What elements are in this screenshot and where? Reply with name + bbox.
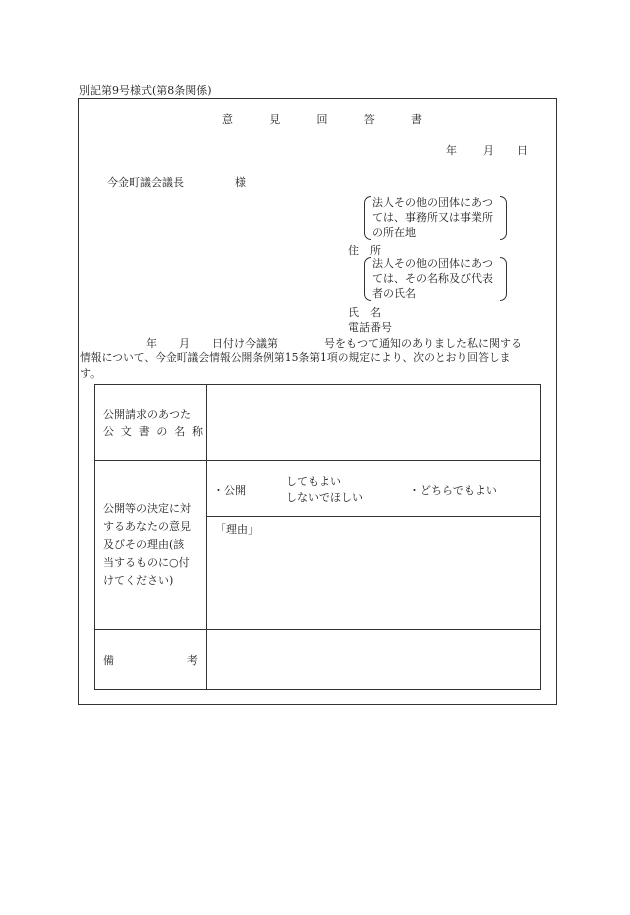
name-note-bracket-left bbox=[364, 257, 371, 301]
para-month: 月 bbox=[179, 337, 190, 350]
phone-label: 電話番号 bbox=[348, 321, 392, 334]
date-month: 月 bbox=[483, 144, 494, 157]
remarks-field[interactable] bbox=[207, 630, 541, 690]
opinion-label-line: するあなたの意見 bbox=[103, 520, 191, 533]
name-note bbox=[372, 256, 493, 301]
date-day: 日 bbox=[517, 144, 528, 157]
title-char: 書 bbox=[411, 113, 422, 126]
row-remarks-label bbox=[95, 630, 207, 690]
document-label-line2 bbox=[103, 423, 203, 440]
form-number-label: 別記第9号様式(第8条関係) bbox=[79, 84, 212, 97]
opinion-cell bbox=[207, 461, 541, 630]
remarks-label-left: 備 bbox=[103, 653, 114, 667]
option-either[interactable]: ・どちらでもよい bbox=[409, 484, 497, 497]
document-label-line1: 公開請求のあつた bbox=[103, 407, 191, 421]
title-char: 回 bbox=[316, 113, 328, 126]
name-label: 氏 名 bbox=[348, 306, 381, 319]
answer-table bbox=[94, 384, 541, 690]
opinion-label-line: 公開等の決定に対 bbox=[103, 502, 191, 515]
opinion-label-line: 及びその理由(該 bbox=[103, 538, 185, 551]
para-year: 年 bbox=[146, 337, 157, 350]
name-note-line: 法人その他の団体にあつ bbox=[372, 257, 493, 270]
reason-area[interactable] bbox=[207, 517, 540, 629]
name-note-line: 者の氏名 bbox=[372, 287, 416, 300]
label-char: 名 bbox=[174, 424, 186, 438]
address-note-bracket-left bbox=[364, 196, 371, 240]
row-document-label bbox=[95, 385, 207, 461]
address-label: 住 所 bbox=[348, 244, 381, 257]
option-public[interactable]: ・公開 bbox=[213, 484, 246, 497]
para-line3: す。 bbox=[80, 367, 102, 380]
para-number-text: 号をもつて通知のありました私に関する bbox=[324, 337, 522, 350]
date-year: 年 bbox=[446, 144, 457, 157]
title-char: 意 bbox=[222, 113, 233, 126]
document-title bbox=[222, 111, 422, 127]
address-note-bracket-right bbox=[500, 196, 507, 240]
label-char: 称 bbox=[191, 424, 203, 438]
label-char: 公 bbox=[103, 424, 114, 438]
para-line2: 情報について、今金町議会情報公開条例第15条第1項の規定により、次のとおり回答しま bbox=[80, 351, 511, 364]
document-name-field[interactable] bbox=[207, 385, 541, 461]
address-note bbox=[372, 195, 493, 240]
name-note-bracket-right bbox=[500, 257, 507, 301]
name-note-line: ては、その名称及び代表 bbox=[372, 272, 493, 285]
remarks-label-right: 考 bbox=[187, 653, 198, 667]
title-char: 答 bbox=[363, 113, 375, 126]
option-not[interactable]: しないでほしい bbox=[286, 491, 363, 504]
address-note-line: 法人その他の団体にあつ bbox=[372, 196, 493, 209]
reason-label: 「理由」 bbox=[215, 523, 259, 536]
opinion-label-line: 当するものに○付 bbox=[103, 556, 190, 569]
title-char: 見 bbox=[269, 113, 281, 126]
addressee-suffix: 様 bbox=[235, 176, 246, 189]
row-opinion-label bbox=[95, 461, 207, 630]
para-dated: 日付け今議第 bbox=[212, 337, 278, 350]
label-char: 文 bbox=[120, 424, 132, 438]
option-ok[interactable]: してもよい bbox=[286, 475, 341, 488]
address-note-line: の所在地 bbox=[372, 226, 416, 239]
address-note-line: ては、事務所又は事業所 bbox=[372, 211, 493, 224]
opinion-label-line: けてください) bbox=[103, 574, 174, 587]
decision-options bbox=[207, 461, 540, 517]
label-char: の bbox=[156, 424, 168, 438]
addressee: 今金町議会議長 bbox=[107, 176, 184, 189]
label-char: 書 bbox=[138, 424, 150, 438]
